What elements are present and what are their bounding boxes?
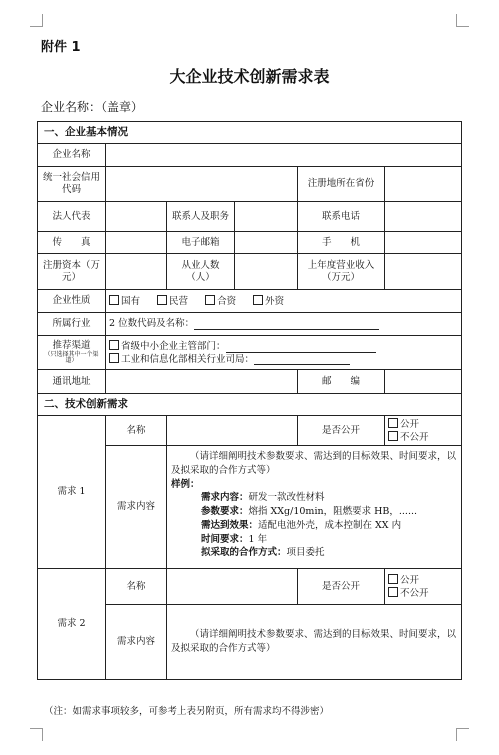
public-option-label: 不公开 xyxy=(400,587,429,599)
channel-option-label: 工业和信息化部相关行业司局： xyxy=(121,353,255,365)
requirements-form-table xyxy=(37,121,462,680)
contact-person-cell: 联系人及职务 xyxy=(167,202,235,232)
nature-option-foreign[interactable] xyxy=(253,296,284,307)
req1-instruction: （请详细阐明技术参数要求、需达到的目标效果、时间要求，以及拟采取的合作方式等） xyxy=(171,451,457,476)
address-cell: 通讯地址 xyxy=(38,370,106,394)
industry-label-cell: 所属行业 xyxy=(38,313,106,336)
checkbox-icon xyxy=(388,431,398,441)
fax-input[interactable] xyxy=(106,232,167,254)
req1-option-private[interactable] xyxy=(388,431,458,444)
req2-content-cell[interactable] xyxy=(167,605,462,680)
nature-option-state[interactable] xyxy=(109,296,140,307)
crop-mark-bottom-left xyxy=(30,728,43,741)
sample-line-4: 时间要求：1 年 xyxy=(201,533,268,545)
channel-ministry-input[interactable] xyxy=(254,354,350,365)
public-option-label: 不公开 xyxy=(400,431,429,443)
employees-cell: 从业人数（人） xyxy=(167,254,235,290)
email-input[interactable] xyxy=(235,232,298,254)
footnote: （注：如需求事项较多，可参考上表另附页，所有需求均不得涉密） xyxy=(44,706,330,717)
channel-label: 推荐渠道 xyxy=(52,339,91,351)
industry-text: 2 位数代码及名称： xyxy=(109,318,195,330)
attachment-label: 附件 1 xyxy=(41,40,81,55)
address-input[interactable] xyxy=(106,370,298,394)
channel-note: （只选择其中一个渠道） xyxy=(44,350,99,365)
channel-option-ministry[interactable] xyxy=(109,353,458,366)
checkbox-icon xyxy=(388,418,398,428)
enterprise-name-input[interactable] xyxy=(106,144,462,167)
legal-rep-cell: 法人代表 xyxy=(38,202,106,232)
nature-label-cell: 企业性质 xyxy=(38,290,106,313)
nature-option-label: 国有 xyxy=(121,295,141,307)
checkbox-icon xyxy=(388,587,398,597)
revenue-input[interactable] xyxy=(385,254,462,290)
channel-provincial-input[interactable] xyxy=(226,342,376,353)
contact-phone-input[interactable] xyxy=(385,202,462,232)
crop-mark-bottom-right xyxy=(456,728,469,741)
req2-instruction: （请详细阐明技术参数要求、需达到的目标效果、时间要求，以及拟采取的合作方式等） xyxy=(171,629,457,654)
sample-label: 样例： xyxy=(171,478,200,490)
checkbox-icon xyxy=(109,295,119,305)
industry-input[interactable] xyxy=(194,319,379,330)
crop-mark-top-left xyxy=(30,14,43,27)
enterprise-name-label: 企业名称：（盖章） xyxy=(41,100,144,114)
sample-line-5: 拟采取的合作方式：项目委托 xyxy=(201,547,325,559)
checkbox-icon xyxy=(109,353,119,363)
req1-content-cell[interactable] xyxy=(167,446,462,569)
checkbox-icon xyxy=(157,295,167,305)
req2-name-label: 名称 xyxy=(106,569,167,605)
mobile-input[interactable] xyxy=(385,232,462,254)
req2-option-private[interactable] xyxy=(388,587,458,600)
sample-line-1: 需求内容：研发一款改性材料 xyxy=(201,492,325,504)
req1-option-public[interactable] xyxy=(388,418,458,431)
req1-name-label: 名称 xyxy=(106,416,167,446)
nature-option-label: 民营 xyxy=(169,295,189,307)
nature-option-private[interactable] xyxy=(157,296,188,307)
reg-capital-input[interactable] xyxy=(106,254,167,290)
nature-option-joint[interactable] xyxy=(205,296,236,307)
req1-label-cell: 需求 1 xyxy=(38,416,106,569)
enterprise-name-cell: 企业名称 xyxy=(38,144,106,167)
channel-option-provincial[interactable] xyxy=(109,340,458,353)
checkbox-icon xyxy=(205,295,215,305)
req2-public-options xyxy=(385,569,462,605)
postcode-cell: 邮 编 xyxy=(298,370,385,394)
employees-input[interactable] xyxy=(235,254,298,290)
credit-code-cell: 统一社会信用代码 xyxy=(38,167,106,202)
sample-line-2: 参数要求：熔指 XXg/10min，阻燃要求 HB，...... xyxy=(201,506,418,518)
contact-person-input[interactable] xyxy=(235,202,298,232)
mobile-cell: 手 机 xyxy=(298,232,385,254)
checkbox-icon xyxy=(388,574,398,584)
crop-mark-top-right xyxy=(456,14,469,27)
req1-public-options xyxy=(385,416,462,446)
req2-content-label: 需求内容 xyxy=(106,605,167,680)
reg-capital-cell: 注册资本（万元） xyxy=(38,254,106,290)
section-tech-needs-heading: 二、技术创新需求 xyxy=(38,394,462,416)
nature-option-label: 合资 xyxy=(217,295,237,307)
req2-name-input[interactable] xyxy=(167,569,298,605)
nature-options xyxy=(106,290,462,313)
req1-name-input[interactable] xyxy=(167,416,298,446)
reg-location-input[interactable] xyxy=(385,167,462,202)
public-option-label: 公开 xyxy=(400,574,420,586)
channel-label-cell xyxy=(38,336,106,370)
checkbox-icon xyxy=(253,295,263,305)
revenue-cell: 上年度营业收入（万元） xyxy=(298,254,385,290)
contact-phone-cell: 联系电话 xyxy=(298,202,385,232)
page-title: 大企业技术创新需求表 xyxy=(169,67,330,86)
public-option-label: 公开 xyxy=(400,418,420,430)
req1-public-label: 是否公开 xyxy=(298,416,385,446)
checkbox-icon xyxy=(109,340,119,350)
sample-line-3: 需达到效果：适配电池外壳，成本控制在 XX 内 xyxy=(201,519,402,531)
channel-options xyxy=(106,336,462,370)
email-cell: 电子邮箱 xyxy=(167,232,235,254)
req2-option-public[interactable] xyxy=(388,574,458,587)
industry-cell xyxy=(106,313,462,336)
req2-label-cell: 需求 2 xyxy=(38,569,106,680)
req2-public-label: 是否公开 xyxy=(298,569,385,605)
channel-option-label: 省级中小企业主管部门： xyxy=(121,340,226,352)
postcode-input[interactable] xyxy=(385,370,462,394)
fax-cell: 传 真 xyxy=(38,232,106,254)
section-basic-info-heading: 一、企业基本情况 xyxy=(38,122,462,144)
req1-content-label: 需求内容 xyxy=(106,446,167,569)
credit-code-input[interactable] xyxy=(106,167,298,202)
nature-option-label: 外资 xyxy=(265,295,285,307)
legal-rep-input[interactable] xyxy=(106,202,167,232)
reg-location-cell: 注册地所在省份 xyxy=(298,167,385,202)
